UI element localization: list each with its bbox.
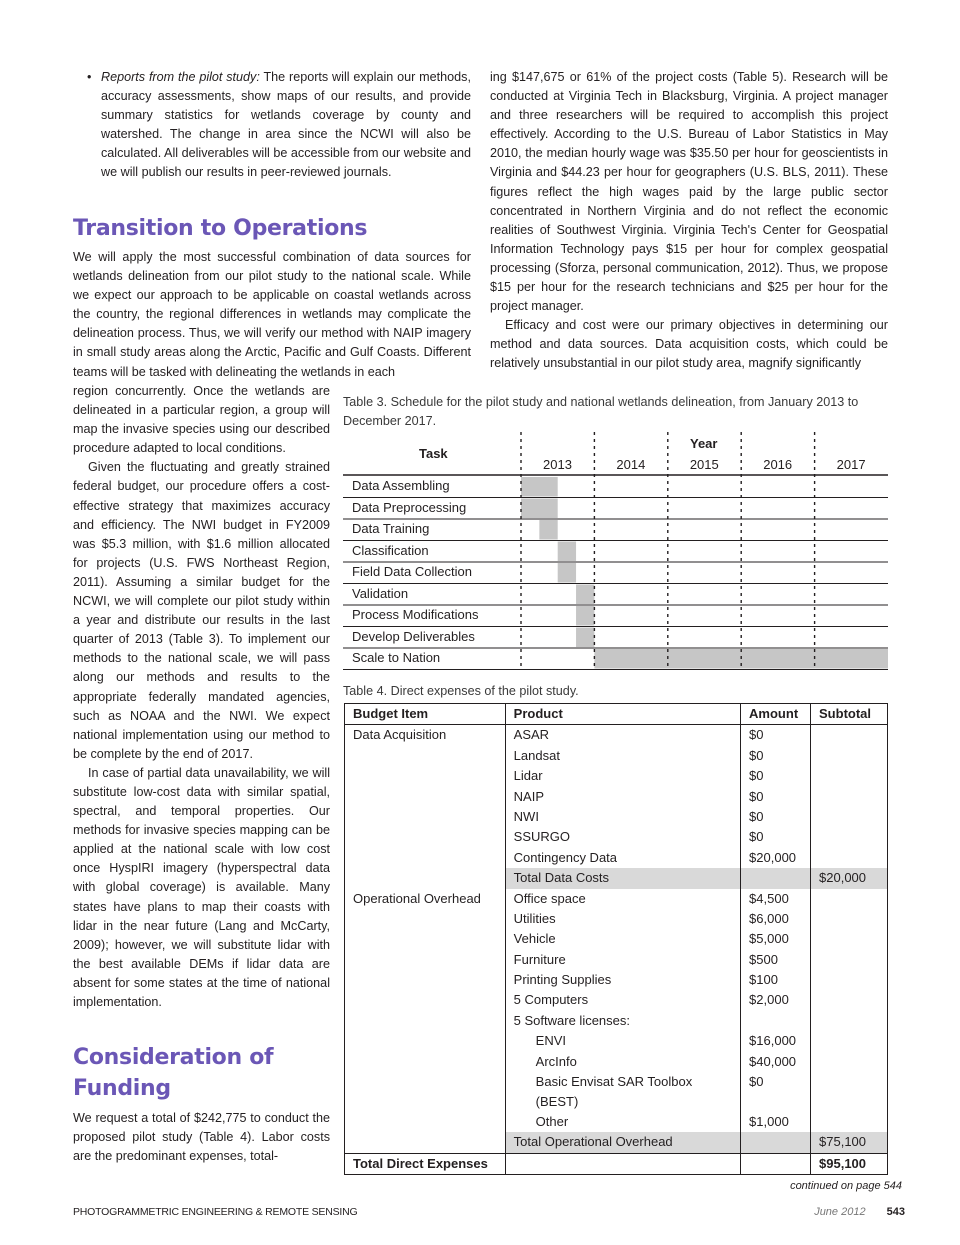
bullet-text: The reports will explain our methods, accuracy assessments, show maps of our results, and provide summary statistics for wetlands coverage by county and watershed. The change in area since the NCWI will also be calculated. All deliverables will be accessible from our website and we will publish our results in peer-reviewed journals.	[101, 70, 471, 180]
cell-amount: $1,000	[741, 1112, 811, 1132]
cell-budget-item	[345, 1112, 506, 1132]
cell-budget-item	[345, 848, 506, 868]
left-narrow-column	[73, 382, 330, 1012]
cell-amount: $0	[741, 787, 811, 807]
cell-budget-item	[345, 950, 506, 970]
paragraph-transition-1: We will apply the most successful combination of data sources for wetlands delineation from our pilot study to the national scale. While we expect our approach to be applicable on coastal wetlands across the country, the regional differences in wetlands may complicate the delineation process. Thus, we will verify our method with NAIP imagery in small study areas along the Arctic, Pacific and Gulf Coasts. Different teams will be tasked with delineating the wetlands in each	[73, 250, 471, 379]
task-label: Process Modifications	[352, 607, 479, 622]
table-row	[345, 909, 888, 929]
footer-right	[814, 1206, 905, 1218]
task-bar	[558, 542, 576, 562]
bullet-list	[73, 68, 471, 183]
task-bar	[539, 520, 557, 540]
cell-subtotal	[811, 929, 888, 949]
cell-budget-item	[345, 1072, 506, 1112]
cell-subtotal	[811, 807, 888, 827]
task-label: Data Assembling	[352, 478, 450, 493]
paragraph-transition-1-cont: region concurrently. Once the wetlands are delineated in a particular region, a group will map the invasive species using our described procedure adapted to local conditions.	[73, 384, 330, 456]
table-row	[345, 1031, 888, 1051]
cell-product: NAIP	[505, 787, 740, 807]
table-row	[345, 970, 888, 990]
footer-journal: PHOTOGRAMMETRIC ENGINEERING & REMOTE SENSING	[73, 1206, 358, 1218]
cell-product: Office space	[505, 889, 740, 909]
task-label: Field Data Collection	[352, 564, 472, 579]
cell-subtotal	[811, 725, 888, 746]
table-row	[345, 1112, 888, 1132]
cell-amount: $0	[741, 827, 811, 847]
table-row	[345, 990, 888, 1010]
task-label: Validation	[352, 585, 409, 601]
cell-product: ASAR	[505, 725, 740, 746]
cell-subtotal	[811, 848, 888, 868]
cell-subtotal: $75,100	[811, 1132, 888, 1153]
cell-product: Total Data Costs	[505, 868, 740, 888]
cell-budget-item: Data Acquisition	[345, 725, 506, 746]
cell-budget-item	[345, 929, 506, 949]
cell-amount: $500	[741, 950, 811, 970]
table-row	[345, 725, 888, 746]
cell-subtotal	[811, 1072, 888, 1112]
table3-caption: Table 3. Schedule for the pilot study and national wetlands delineation, from January 2013 to December 2017.	[343, 395, 859, 428]
paragraph-funding-1: We request a total of $242,775 to conduct the proposed pilot study (Table 4). Labor costs are the predominant expenses, total-	[73, 1111, 330, 1164]
header-budget-item: Budget Item	[345, 704, 506, 725]
header-product: Product	[505, 704, 740, 725]
paragraph-right-2: Efficacy and cost were our primary objectives in determining our method and data sources. Data acquisition costs, which could be relatively unsubstantial in our pilot study area, magnify significantly	[490, 318, 888, 371]
table-row	[345, 827, 888, 847]
task-label: Classification	[352, 542, 429, 558]
cell-amount: $100	[741, 970, 811, 990]
cell-budget-item	[345, 766, 506, 786]
cell-subtotal	[811, 1112, 888, 1132]
cell-subtotal	[811, 746, 888, 766]
paragraph-transition-3: In case of partial data unavailability, we will substitute low-cost data with similar spatial, spectral, and temporal properties. Our methods for invasive species mapping can be applied at the national scale with low cost once HyspIRI imagery (hyperspectral data with global coverage) is available. Many states have plans to map their coasts with lidar in the near future (Lang and McCarty, 2009); however, we will substitute lidar with the best available DEMs if lidar data are absent for some states at the time of national implementation.	[73, 765, 330, 1009]
table4-caption: Table 4. Direct expenses of the pilot study.	[343, 684, 579, 698]
table-row	[345, 766, 888, 786]
table-row	[345, 848, 888, 868]
cell-subtotal	[811, 990, 888, 1010]
bullet-item-reports	[73, 68, 471, 183]
paragraph-transition-2: Given the fluctuating and greatly strained federal budget, our procedure offers a cost-effective strategy that maximizes accuracy and efficiency. The NWI budget in FY2009 was $5.3 million, with $1.6 million allocated for projects (U.S. FWS Northeast Region, 2011). Assuming a similar budget for the NCWI, we will complete our pilot study within a year and distribute our results in the last quarter of 2013 (Table 3). To implement our methods to the national scale, we will pass along our methods and results to the appropriate federally mandated agencies, such as NOAA and the NWI. We expect national implementation using our method to be complete by the end of 2017.	[73, 460, 330, 761]
task-header: Task	[419, 446, 448, 461]
task-label: Data Training	[352, 521, 430, 536]
footer-issue: June 2012	[814, 1206, 866, 1218]
cell-product: 5 Computers	[505, 990, 740, 1010]
task-bar	[576, 628, 594, 648]
cell-budget-item	[345, 746, 506, 766]
total-label: Total Direct Expenses	[345, 1153, 506, 1174]
cell-amount: $5,000	[741, 929, 811, 949]
right-column-text	[490, 68, 888, 374]
cell-amount	[741, 1132, 811, 1153]
cell-subtotal	[811, 950, 888, 970]
cell-product: ENVI	[505, 1031, 740, 1051]
footer-page-number: 543	[886, 1206, 905, 1218]
cell-amount: $0	[741, 725, 811, 746]
cell-amount: $6,000	[741, 909, 811, 929]
cell-amount: $0	[741, 766, 811, 786]
cell-subtotal	[811, 1031, 888, 1051]
cell-budget-item	[345, 990, 506, 1010]
continued-note: continued on page 544	[790, 1180, 902, 1192]
cell-product: Printing Supplies	[505, 970, 740, 990]
task-label: Data Preprocessing	[352, 499, 467, 515]
cell-budget-item	[345, 909, 506, 929]
cell-amount: $0	[741, 746, 811, 766]
cell-product: ArcInfo	[505, 1052, 740, 1072]
total-product	[505, 1153, 740, 1174]
cell-product: Total Operational Overhead	[505, 1132, 740, 1153]
cell-product: SSURGO	[505, 827, 740, 847]
cell-product: Landsat	[505, 746, 740, 766]
cell-product: Lidar	[505, 766, 740, 786]
cell-amount: $20,000	[741, 848, 811, 868]
cell-budget-item	[345, 1052, 506, 1072]
cell-amount: $16,000	[741, 1031, 811, 1051]
table-row	[345, 807, 888, 827]
table-row	[345, 787, 888, 807]
cell-product: NWI	[505, 807, 740, 827]
cell-product: Contingency Data	[505, 848, 740, 868]
cell-budget-item	[345, 970, 506, 990]
cell-product: 5 Software licenses:	[505, 1011, 740, 1031]
task-bar	[558, 563, 576, 583]
cell-product: Vehicle	[505, 929, 740, 949]
budget-table	[344, 703, 888, 1175]
task-bar	[521, 477, 558, 497]
task-label: Scale to Nation	[352, 650, 441, 665]
cell-amount	[741, 868, 811, 888]
task-bar	[576, 585, 594, 605]
cell-subtotal	[811, 909, 888, 929]
year-tick-label: 2014	[616, 457, 646, 472]
header-subtotal: Subtotal	[811, 704, 888, 725]
schedule-chart	[343, 430, 888, 670]
cell-subtotal	[811, 1052, 888, 1072]
cell-budget-item	[345, 827, 506, 847]
cell-budget-item	[345, 1011, 506, 1031]
table-row	[345, 950, 888, 970]
table-row	[345, 1011, 888, 1031]
table-row	[345, 889, 888, 909]
cell-amount: $40,000	[741, 1052, 811, 1072]
cell-subtotal	[811, 970, 888, 990]
bullet-lead: Reports from the pilot study:	[101, 70, 260, 84]
cell-amount: $0	[741, 807, 811, 827]
cell-subtotal	[811, 787, 888, 807]
cell-amount	[741, 1011, 811, 1031]
cell-subtotal: $20,000	[811, 868, 888, 888]
cell-subtotal	[811, 766, 888, 786]
cell-amount: $2,000	[741, 990, 811, 1010]
year-tick-label: 2013	[543, 457, 572, 472]
section-heading-funding: Consideration of Funding	[73, 1045, 274, 1101]
cell-subtotal	[811, 1011, 888, 1031]
task-label: Develop Deliverables	[352, 628, 475, 644]
budget-total-row	[345, 1153, 888, 1174]
table-row	[345, 1132, 888, 1153]
cell-budget-item: Operational Overhead	[345, 889, 506, 909]
task-bar	[521, 499, 558, 519]
cell-budget-item	[345, 868, 506, 888]
total-amount	[741, 1153, 811, 1174]
table-row	[345, 868, 888, 888]
year-tick-label: 2017	[836, 457, 866, 472]
cell-budget-item	[345, 807, 506, 827]
table-row	[345, 1072, 888, 1112]
year-header: Year	[690, 436, 718, 451]
cell-product: Other	[505, 1112, 740, 1132]
paragraph-right-1: ing $147,675 or 61% of the project costs (Table 5). Research will be conducted at Virginia Tech in Blacksburg, Virginia. A project manager and three researchers will be required to accomplish this project effectively. According to the U.S. Bureau of Labor Statistics in May 2010, the median hourly wage was $35.50 per hour for geoscientists in Virginia and $44.23 per hour for geographers (U.S. BLS, 2011). These figures reflect the high wages paid by the large public sector concentrated in Northern Virginia and do not reflect the economic realities of Southwest Virginia. Virginia Tech's Center for Geospatial Information Technology pays $15 per hour for complex geospatial processing (Sforza, personal communication, 2012). Thus, we propose $15 per hour for the research technicians and $25 per hour for the project manager.	[490, 70, 888, 314]
total-subtotal: $95,100	[811, 1153, 888, 1174]
cell-amount: $4,500	[741, 889, 811, 909]
cell-budget-item	[345, 1132, 506, 1153]
cell-budget-item	[345, 787, 506, 807]
bullet-icon: •	[87, 70, 92, 84]
budget-header-row	[345, 704, 888, 725]
cell-budget-item	[345, 1031, 506, 1051]
table-row	[345, 1052, 888, 1072]
cell-product: Utilities	[505, 909, 740, 929]
table-row	[345, 746, 888, 766]
cell-product: Furniture	[505, 950, 740, 970]
year-tick-label: 2016	[763, 457, 793, 472]
header-amount: Amount	[741, 704, 811, 725]
task-bar	[576, 606, 594, 626]
section-heading-transition: Transition to Operations	[73, 216, 368, 241]
cell-subtotal	[811, 827, 888, 847]
budget-body	[345, 725, 888, 1153]
cell-amount: $0	[741, 1072, 811, 1112]
cell-product: Basic Envisat SAR Toolbox (BEST)	[505, 1072, 740, 1112]
year-tick-label: 2015	[689, 457, 719, 472]
cell-subtotal	[811, 889, 888, 909]
table-row	[345, 929, 888, 949]
